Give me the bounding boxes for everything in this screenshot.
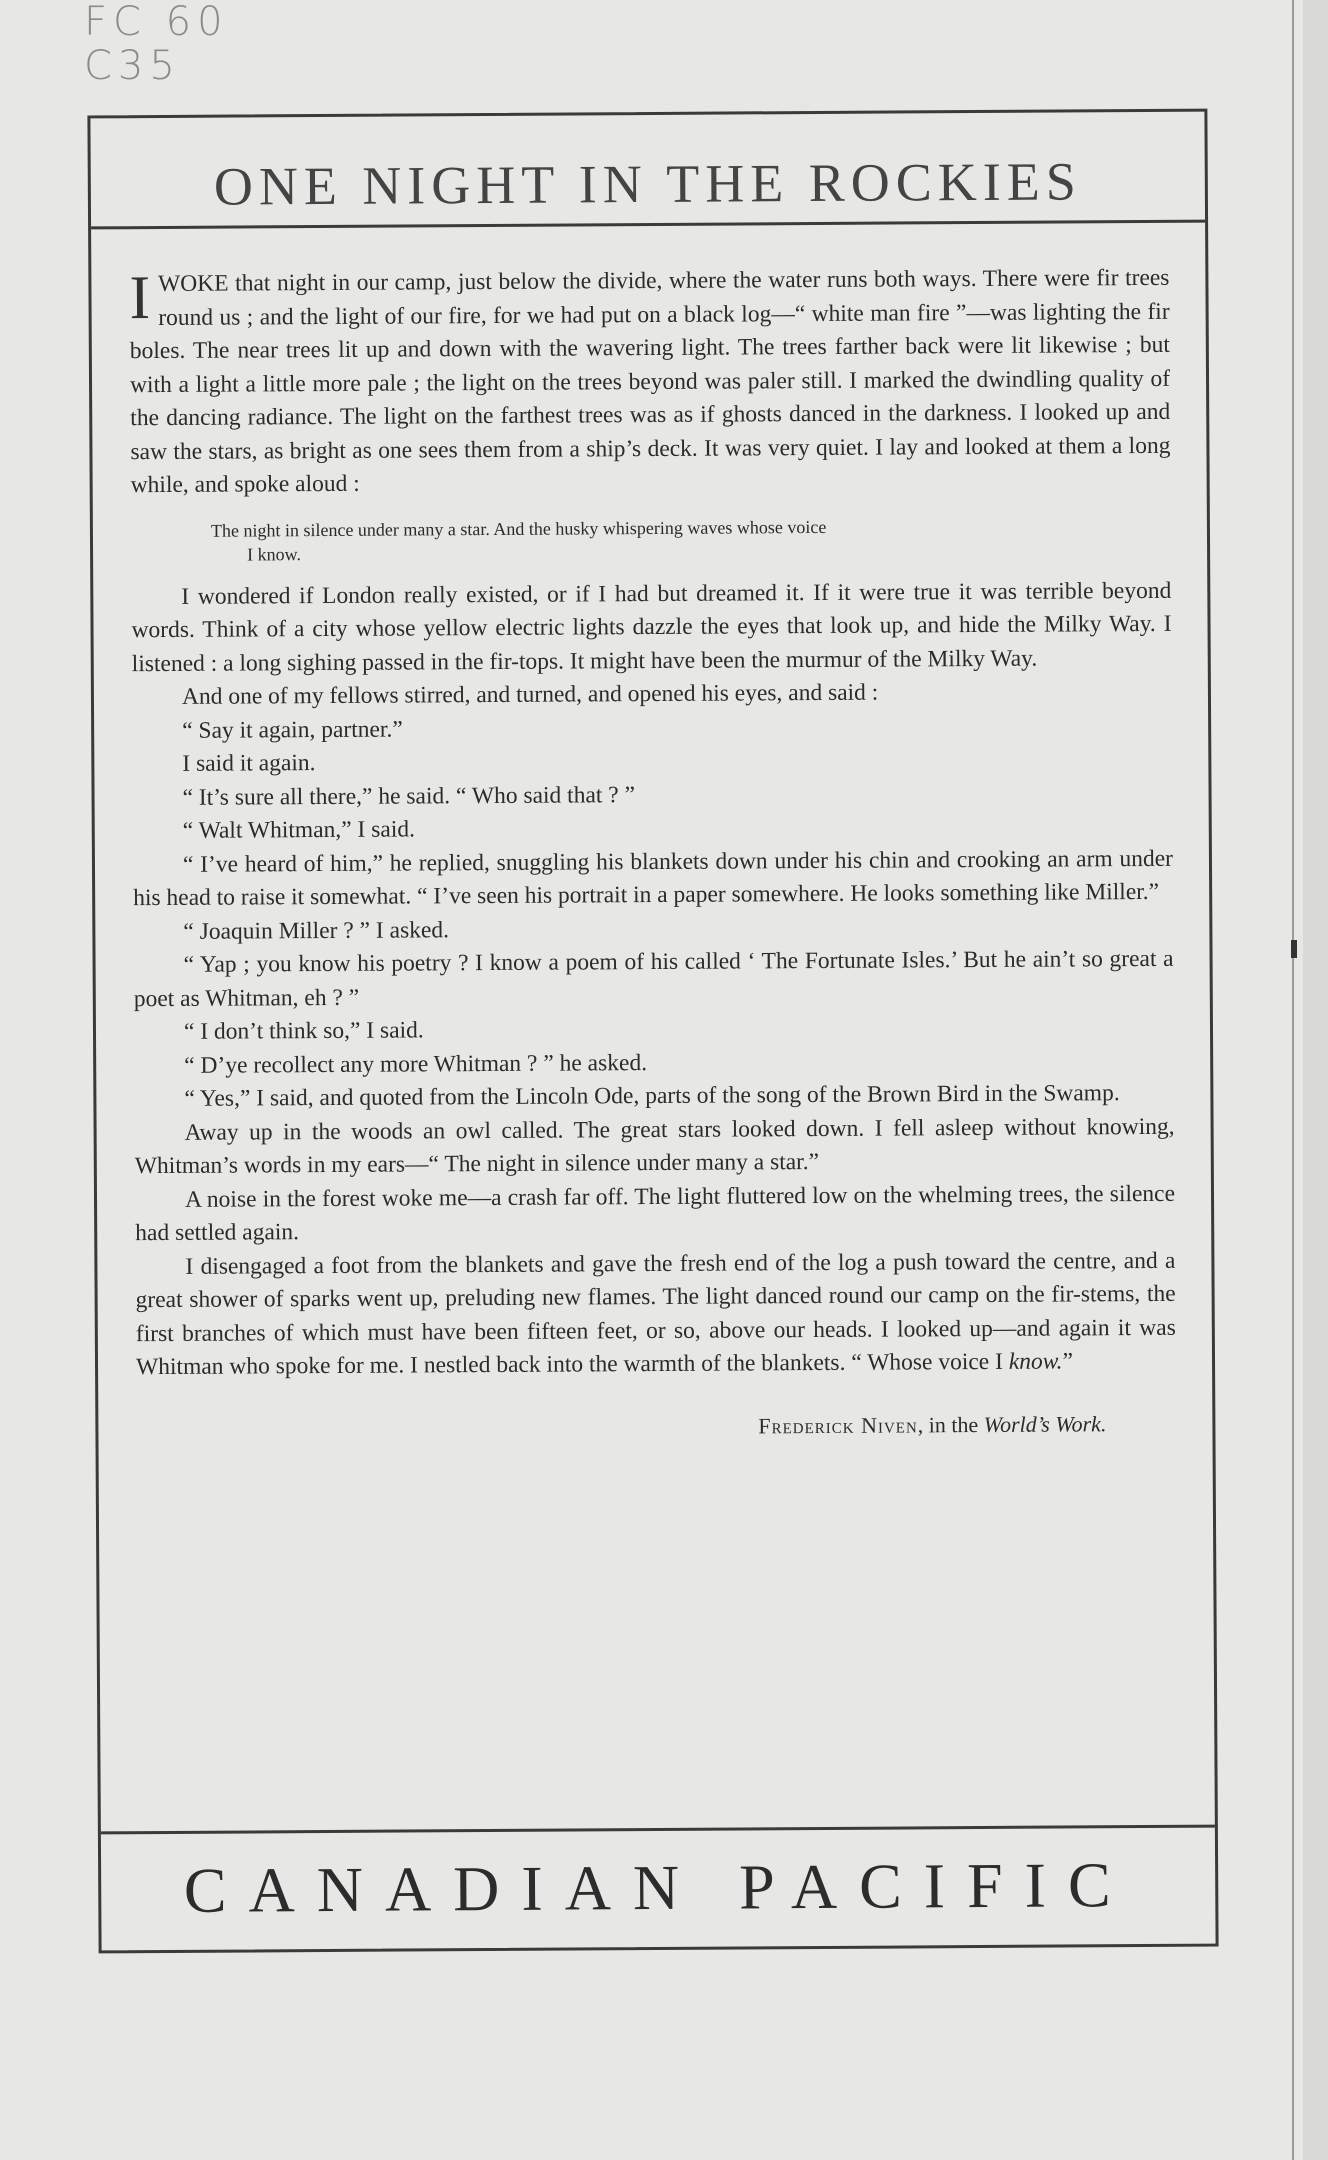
signature (136, 1406, 1176, 1446)
page-edge-shadow (1303, 0, 1328, 2160)
title-rule (91, 220, 1205, 230)
paragraph: “ D’ye recollect any more Whitman ? ” he asked. (184, 1049, 648, 1079)
paragraph-1 (129, 262, 1170, 503)
paragraph: “ Joaquin Miller ? ” I asked. (183, 916, 450, 945)
binding-mark (1291, 940, 1297, 958)
paragraph: “ It’s sure all there,” he said. “ Who said that ? ” (182, 781, 636, 811)
paragraph: I wondered if London really existed, or if I had but dreamed it. If it were true it was terrible beyond words. Think of a city whose yellow electric lights dazzle the eyes that look up, and hide the Milky Way. I listened : a long sighing passed in the fir-tops. It might have been the murmur of the Milky Way. (131, 577, 1172, 677)
quote-line-1: The night in silence under many a star. And the husky whispering waves whose voice (210, 516, 827, 541)
verse-quote (211, 513, 1101, 566)
article-title: ONE NIGHT IN THE ROCKIES (213, 151, 1082, 217)
paragraph: I said it again. (182, 750, 316, 777)
paragraph: Away up in the woods an owl called. The great stars looked down. I fell asleep without knowing, Whitman’s words in my ears—“ The night in silence under many a star.” (134, 1113, 1175, 1180)
call-number-line2: C35 (84, 43, 181, 89)
footer-rule (101, 1825, 1215, 1835)
article-frame (87, 109, 1218, 1954)
source-title: World’s Work. (983, 1410, 1107, 1437)
paragraph-text: WOKE that night in our camp, just below the divide, where the water runs both ways. There were fir trees round us ; and the light of our fire, for we had put on a black log—“ white man fire ”—was lighting the fir boles. The near trees lit up and down with the wavering light. The trees farther back were lit likewise ; but with a light a little more pale ; the light on the trees beyond was paler still. I marked the dwindling quality of the dancing radiance. The light on the farthest trees was as if ghosts danced in the darkness. I looked up and saw the stars, as bright as one sees them from a ship’s deck. It was very quiet. I lay and looked at them a long while, and spoke aloud : (129, 264, 1171, 499)
paragraph: “ Yes,” I said, and quoted from the Lincoln Ode, parts of the song of the Brown Bird in the Swamp. (184, 1080, 1120, 1112)
paragraph-text: I disengaged a foot from the blankets and gave the fresh end of the log a push toward the centre, and a great shower of sparks went up, preluding new flames. The light danced round our camp on the fir-stems, the first branches of which must have been fifteen feet, or so, above our heads. I looked up—and again it was Whitman who spoke for me. I nestled back into the warmth of the blankets. “ Whose voice I (135, 1247, 1176, 1381)
paragraph: “ Say it again, partner.” (182, 716, 403, 744)
paragraph-last (135, 1244, 1176, 1384)
paragraph: “ Walt Whitman,” I said. (182, 816, 416, 844)
quote-line-2: I know. (247, 543, 301, 564)
emphasis: know. (1008, 1348, 1063, 1375)
paragraph: “ I’ve heard of him,” he replied, snuggling his blankets down under his chin and crooking an arm under his head to raise it somewhat. “ I’ve seen his portrait in a paper somewhere. He looks something like Miller.” (133, 845, 1174, 912)
page-edge (1292, 0, 1294, 2160)
author-name: Frederick Niven (758, 1411, 918, 1438)
call-number-annotation (84, 0, 229, 88)
paragraph: “ I don’t think so,” I said. (183, 1017, 424, 1045)
paragraph: A noise in the forest woke me—a crash far off. The light fluttered low on the whelming trees, the silence had settled again. (135, 1180, 1176, 1247)
paragraph: And one of my fellows stirred, and turned, and opened his eyes, and said : (181, 679, 879, 710)
paragraph: “ Yap ; you know his poetry ? I know a poem of his called ‘ The Fortunate Isles.’ But he ain’t so great a poet as Whitman, eh ? ” (133, 945, 1174, 1012)
call-number-line1: FC 60 (84, 0, 229, 45)
drop-cap: I (129, 264, 151, 333)
closing-quote: ” (1062, 1348, 1074, 1375)
brand-name: CANADIAN PACIFIC (183, 1849, 1133, 1926)
article-body (129, 262, 1176, 1446)
signature-connector: , in the (917, 1411, 984, 1437)
